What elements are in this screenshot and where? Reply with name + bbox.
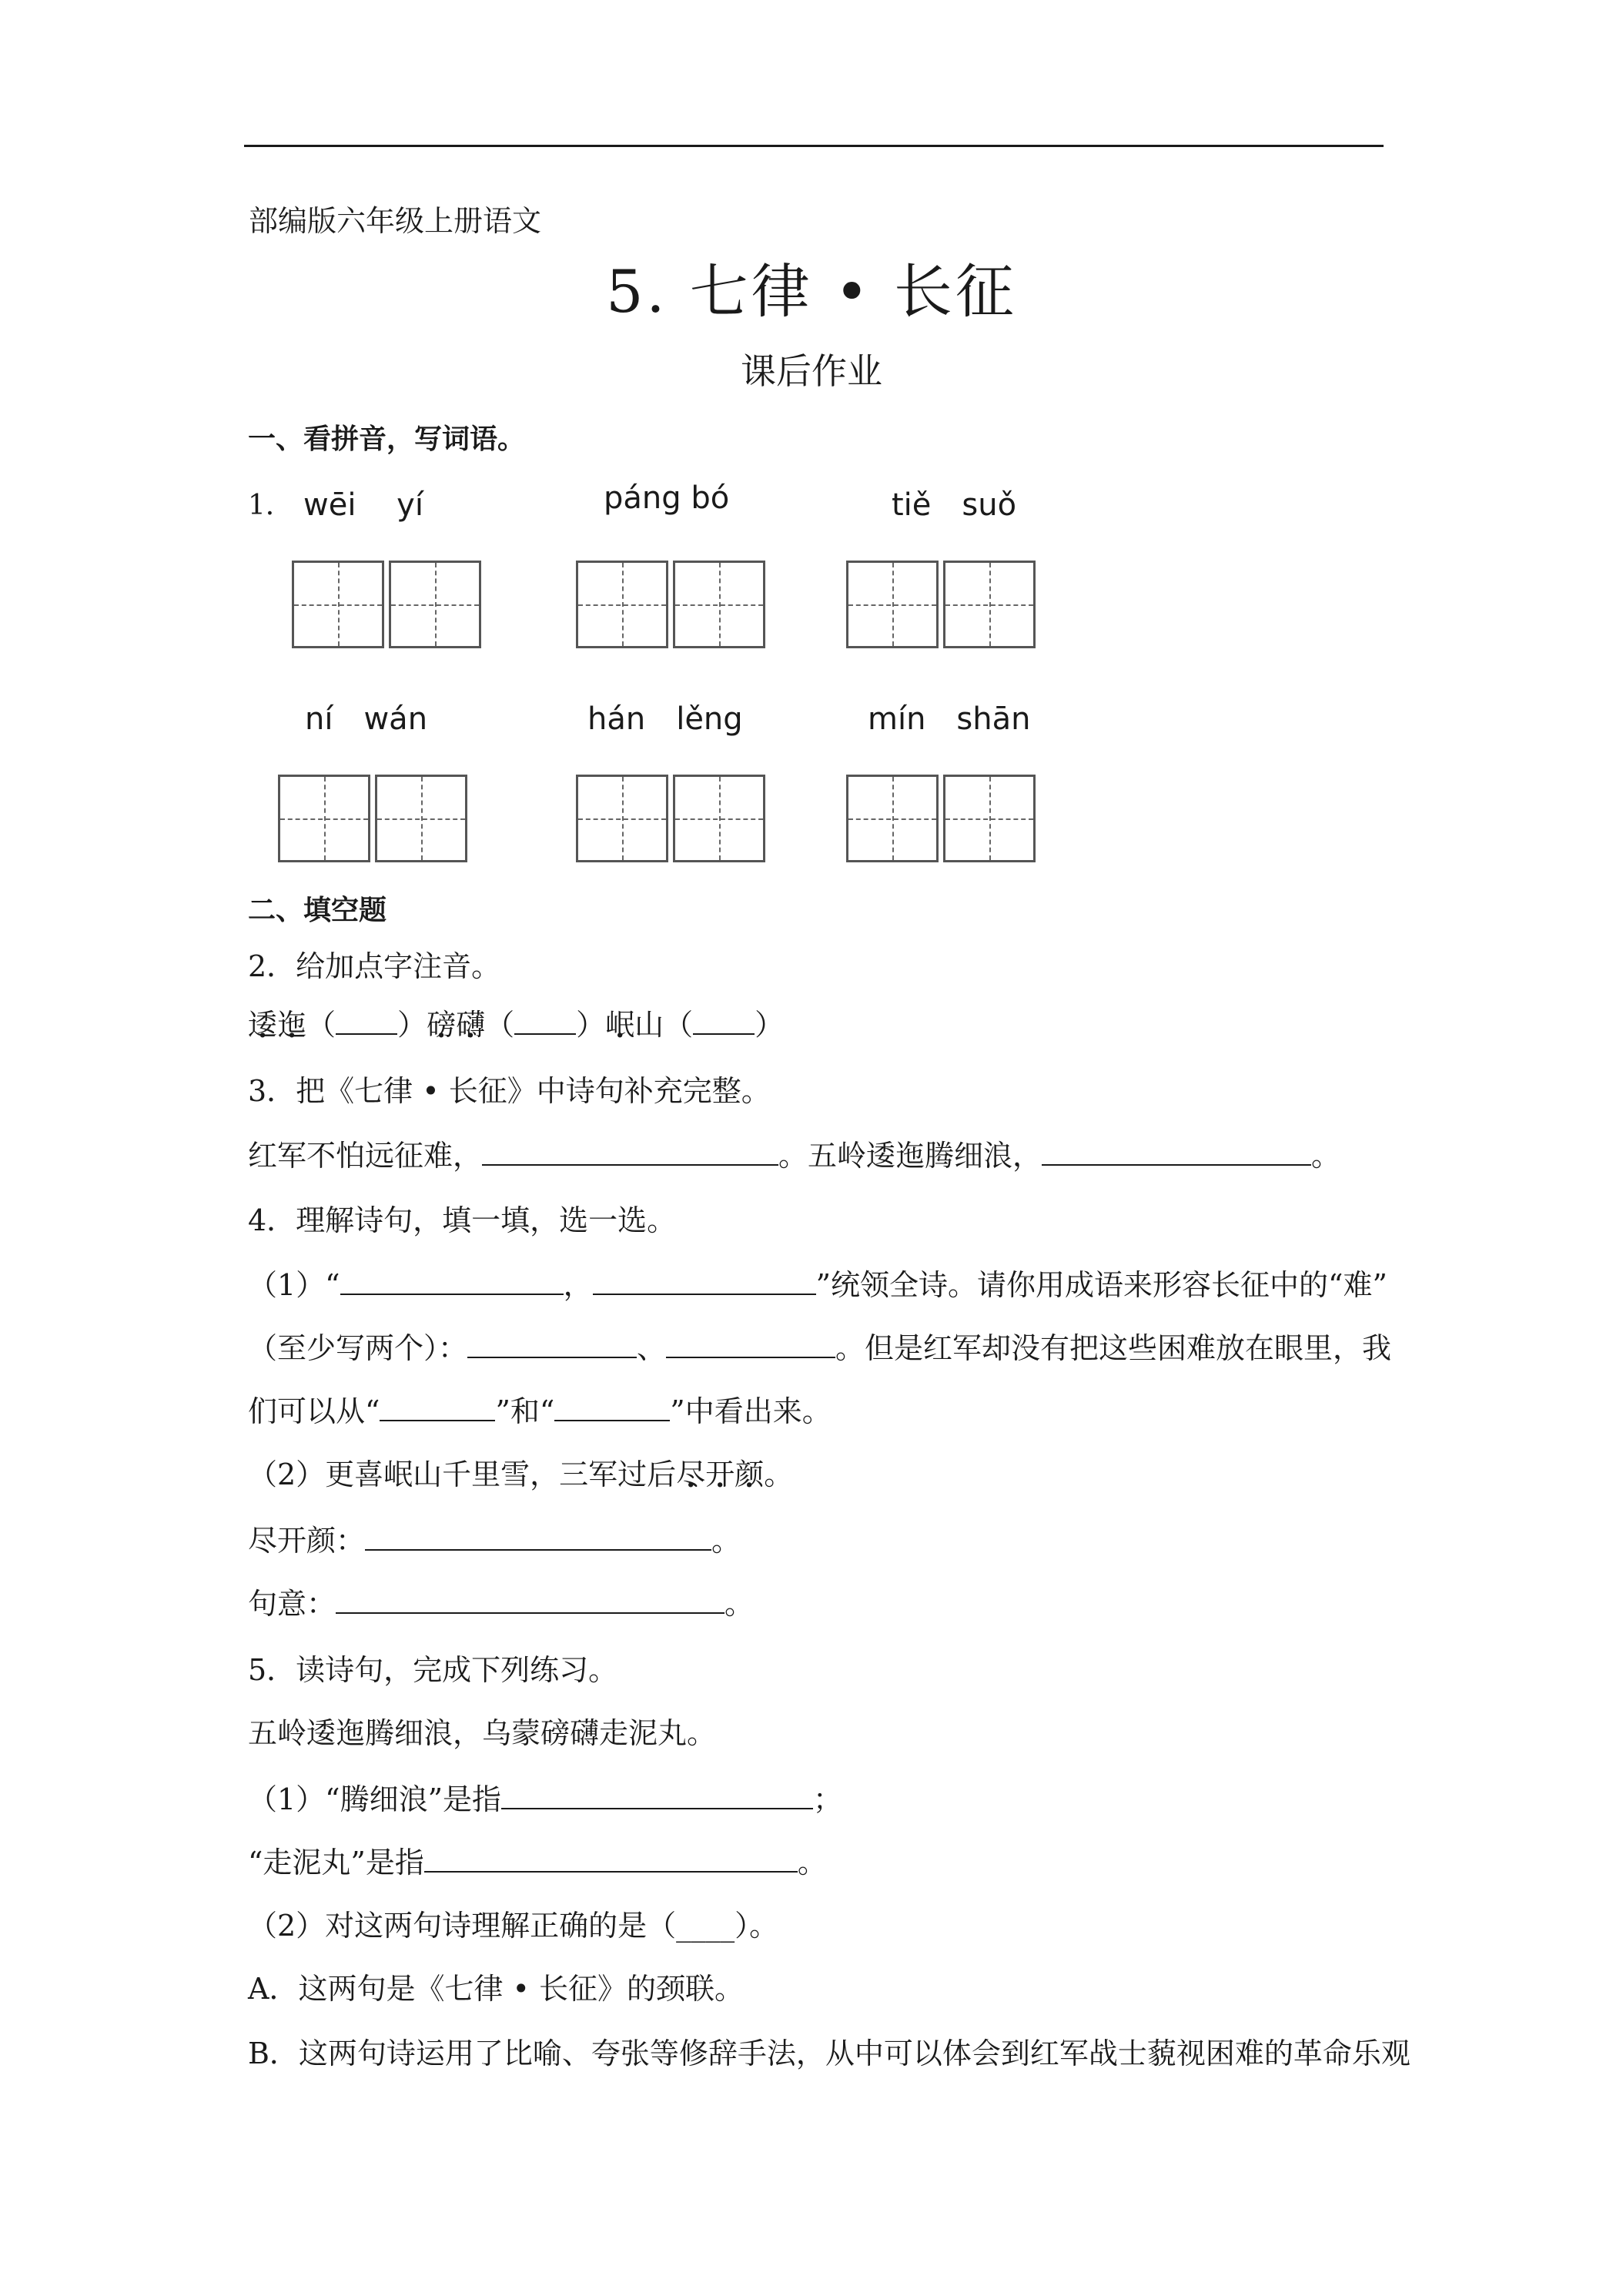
dotted-char: 逶 xyxy=(248,1008,278,1042)
dotted-char: 迤 xyxy=(277,1008,307,1042)
pinyin-tiesuo: tiě suǒ xyxy=(892,487,1017,523)
writing-cell[interactable] xyxy=(673,561,765,648)
answer-blank[interactable] xyxy=(340,1266,564,1295)
q2-prompt: 2．给加点字注音。 xyxy=(248,949,501,983)
writing-cell[interactable] xyxy=(673,775,765,862)
q4-line-3: 们可以从“ ”和“ ”中看出来。 xyxy=(248,1387,832,1430)
answer-blank[interactable] xyxy=(336,1585,724,1614)
dotted-char: 磅 xyxy=(427,1008,457,1042)
writing-grid-hanleng[interactable] xyxy=(576,775,770,862)
q5-line-2: “走泥丸”是指 。 xyxy=(248,1839,827,1881)
writing-cell[interactable] xyxy=(846,561,939,648)
dotted-char: 颜 xyxy=(735,1458,765,1491)
q3-prompt: 3．把《七律 • 长征》中诗句补充完整。 xyxy=(248,1074,771,1108)
q2-answer-line: 逶迤（ ）磅礴（ ）岷山（ ） xyxy=(248,1001,784,1043)
dotted-char: 开 xyxy=(705,1458,735,1491)
q5-option-a[interactable]: A．这两句是《七律 • 长征》的颈联。 xyxy=(248,1972,745,2006)
writing-cell[interactable] xyxy=(278,775,370,862)
writing-cell[interactable] xyxy=(375,775,467,862)
pinyin-pangbo: páng bó xyxy=(604,480,730,516)
answer-blank[interactable] xyxy=(501,1780,813,1809)
course-label: 部编版六年级上册语文 xyxy=(249,204,542,238)
answer-blank[interactable] xyxy=(666,1329,835,1358)
answer-blank[interactable] xyxy=(336,1006,397,1035)
dotted-char: 岷 xyxy=(605,1008,635,1042)
q5-line-1: （1）“腾细浪”是指 ； xyxy=(248,1776,842,1818)
top-rule xyxy=(244,145,1384,147)
dotted-char: 尽 xyxy=(676,1458,706,1491)
writing-cell[interactable] xyxy=(389,561,481,648)
q3-answer-line: 红军不怕远征难， 。五岭逶迤腾细浪， 。 xyxy=(248,1132,1340,1174)
writing-cell[interactable] xyxy=(943,775,1036,862)
q4-line-2: （至少写两个）： 、 。但是红军却没有把这些困难放在眼里，我 xyxy=(248,1324,1391,1367)
writing-grid-weiyi[interactable] xyxy=(292,561,486,648)
writing-grid-tiesuo[interactable] xyxy=(846,561,1040,648)
answer-blank[interactable] xyxy=(593,1266,816,1295)
writing-cell[interactable] xyxy=(292,561,384,648)
answer-blank[interactable] xyxy=(424,1843,798,1873)
writing-cell[interactable] xyxy=(576,775,668,862)
writing-cell[interactable] xyxy=(846,775,939,862)
q5-poem: 五岭逶迤腾细浪，乌蒙磅礴走泥丸。 xyxy=(248,1716,717,1750)
q5-option-b[interactable]: B．这两句诗运用了比喻、夸张等修辞手法，从中可以体会到红军战士藐视困难的革命乐观 xyxy=(248,2037,1411,2070)
pinyin-weiyi: wēi yí xyxy=(303,487,423,523)
q4-line-4: （2）更喜岷山千里雪，三军过后尽开颜。 xyxy=(248,1451,793,1493)
answer-blank[interactable] xyxy=(1042,1136,1311,1166)
q4-prompt: 4．理解诗句，填一填，选一选。 xyxy=(248,1203,677,1237)
page-title: 5. 七律 • 长征 xyxy=(606,257,1017,326)
section-2-title: 二、填空题 xyxy=(248,894,387,926)
dotted-char: 礴 xyxy=(456,1008,486,1042)
q4-line-6: 句意： 。 xyxy=(248,1580,754,1622)
answer-blank[interactable] xyxy=(693,1006,755,1035)
writing-grid-minshan[interactable] xyxy=(846,775,1040,862)
pinyin-minshan: mín shān xyxy=(868,701,1031,737)
q1-number: 1． xyxy=(248,490,293,521)
page-subtitle: 课后作业 xyxy=(741,350,882,392)
q5-prompt: 5．读诗句，完成下列练习。 xyxy=(248,1653,618,1687)
writing-cell[interactable] xyxy=(576,561,668,648)
pinyin-niwan: ní wán xyxy=(305,701,428,737)
answer-blank[interactable] xyxy=(482,1136,778,1166)
writing-grid-niwan[interactable] xyxy=(278,775,472,862)
answer-blank[interactable] xyxy=(365,1521,711,1551)
writing-cell[interactable] xyxy=(943,561,1036,648)
section-1-title: 一、看拼音，写词语。 xyxy=(248,423,526,455)
q5-line-3: （2）对这两句诗理解正确的是（____）。 xyxy=(248,1909,779,1943)
writing-grid-pangbo[interactable] xyxy=(576,561,770,648)
pinyin-hanleng: hán lěng xyxy=(587,701,743,737)
answer-blank[interactable] xyxy=(380,1392,495,1421)
q4-line-5: 尽开颜： 。 xyxy=(248,1517,741,1559)
answer-blank[interactable] xyxy=(514,1006,576,1035)
answer-blank[interactable] xyxy=(554,1392,670,1421)
q4-line-1: （1）“ ， ”统领全诗。请你用成语来形容长征中的“难” xyxy=(248,1261,1387,1304)
answer-blank[interactable] xyxy=(467,1329,637,1358)
